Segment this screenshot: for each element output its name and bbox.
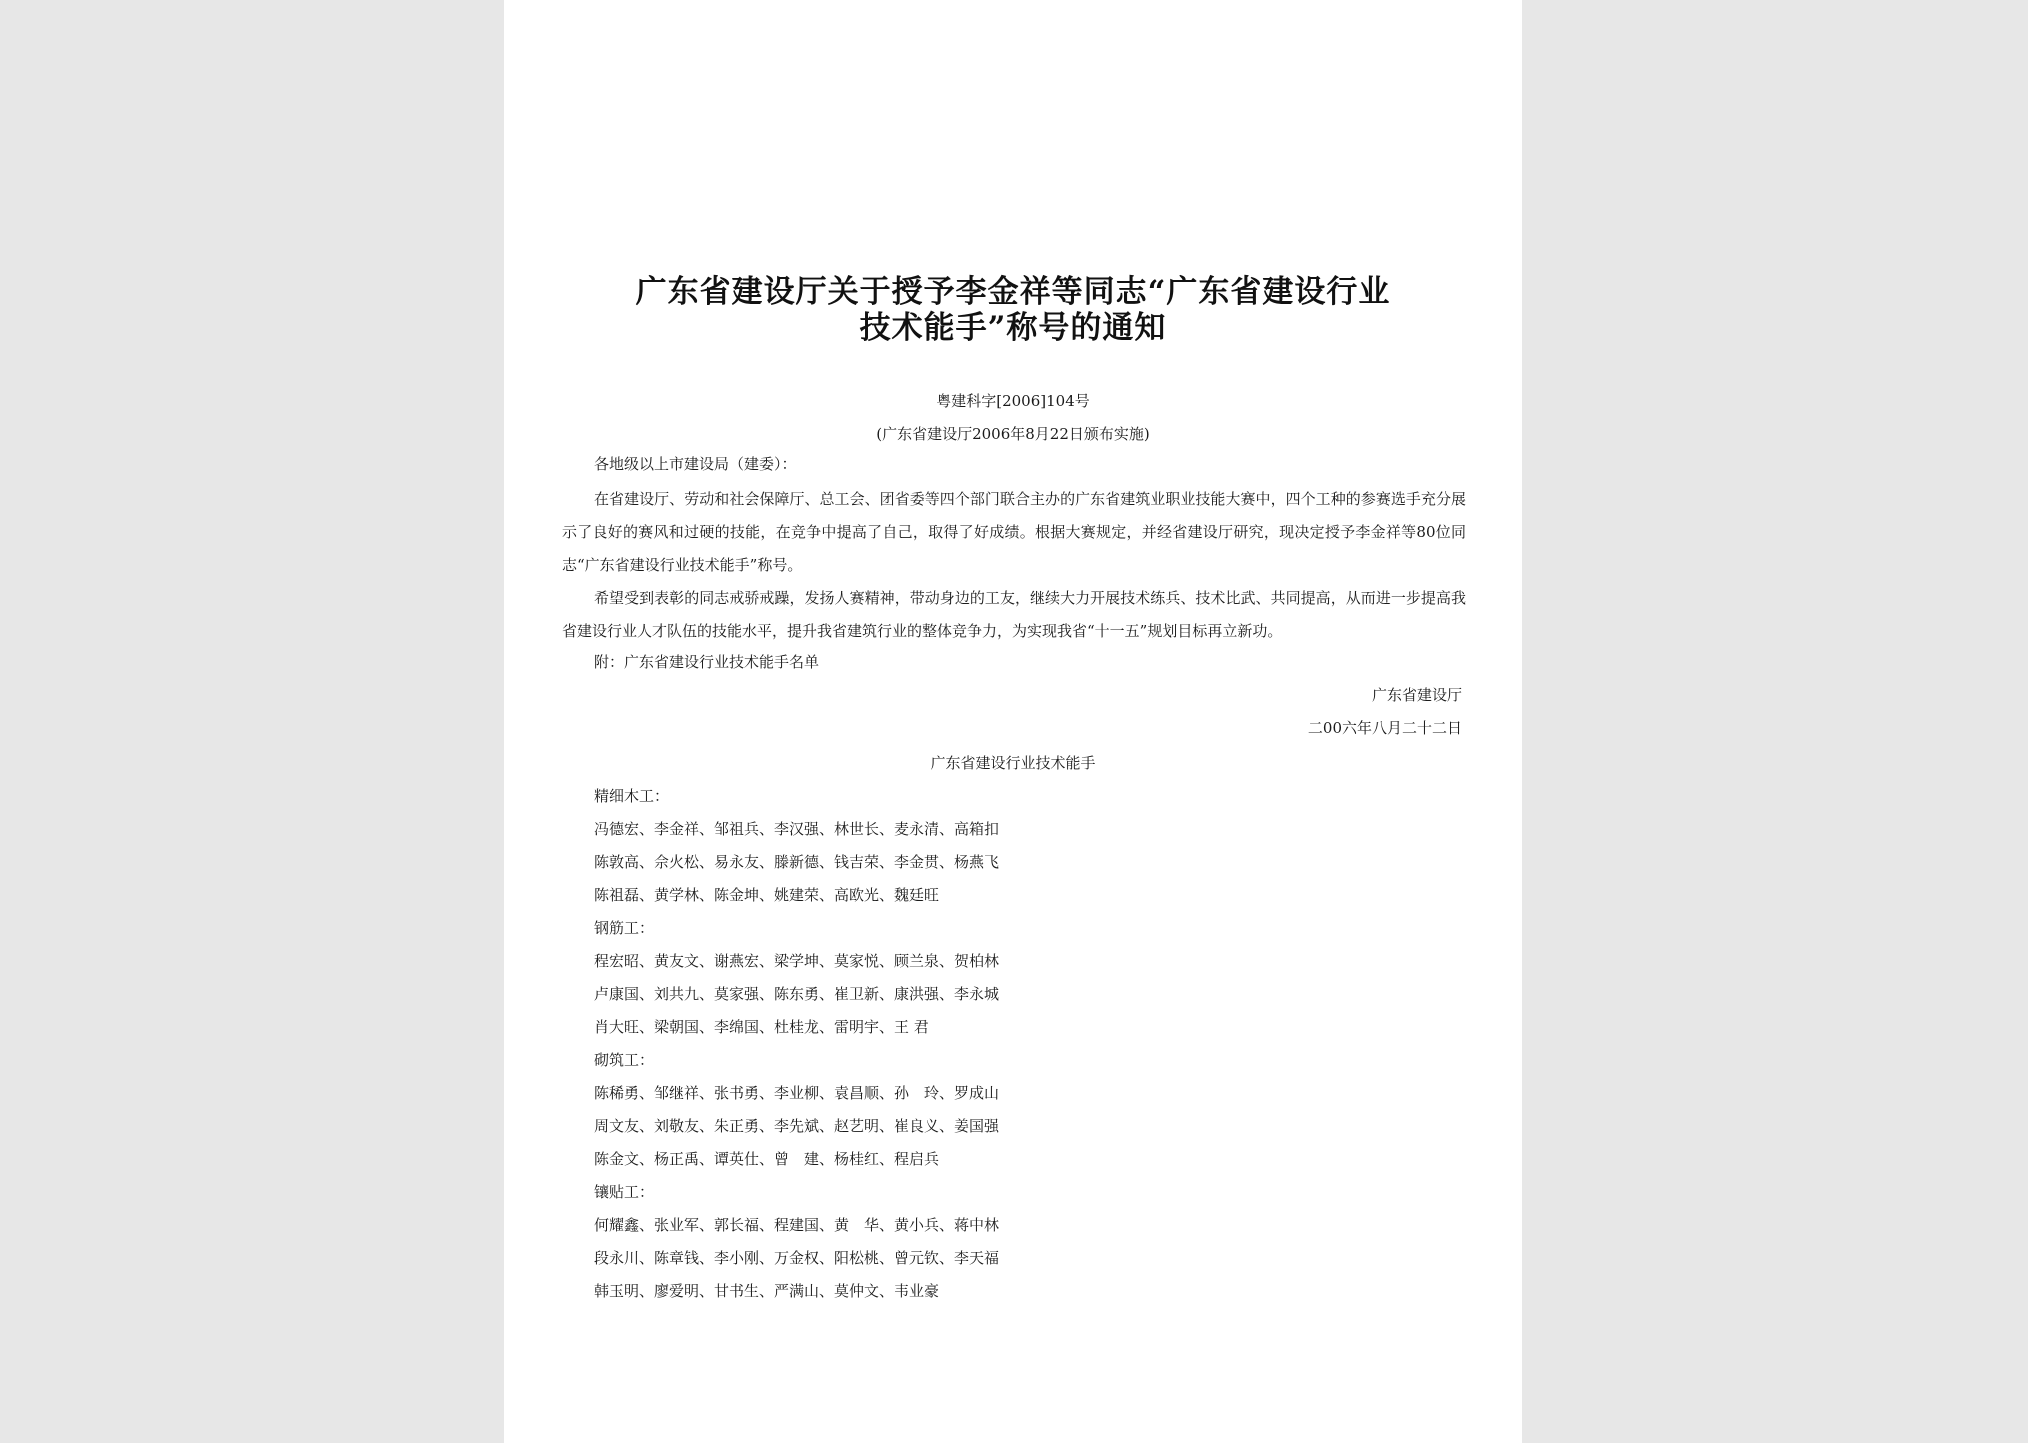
document-title-line-2: 技术能手”称号的通知 bbox=[859, 310, 1167, 346]
roster-row: 肖大旺、梁朝国、李绵国、杜桂龙、雷明宇、王 君 bbox=[594, 1018, 929, 1036]
roster-category-heading: 砌筑工： bbox=[594, 1051, 655, 1069]
body-paragraph-1: 在省建设厅、劳动和社会保障厅、总工会、团省委等四个部门联合主办的广东省建筑业职业技能大赛中，四个工种的参赛选手充分展示了良好的赛风和过硬的技能，在竞争中提高了自己，取得了好成绩。根据大赛规定，并经省建设厅研究，现决定授予李金祥等80位同志“广东省建设行业技术能手”称号。 bbox=[562, 490, 1466, 574]
salutation: 各地级以上市建设局（建委）： bbox=[594, 455, 797, 473]
roster-row: 卢康国、刘共九、莫家强、陈东勇、崔卫新、康洪强、李永城 bbox=[594, 985, 1000, 1003]
roster-row: 冯德宏、李金祥、邹祖兵、李汉强、林世长、麦永清、高箱扣 bbox=[594, 820, 1000, 838]
signature-date: 二00六年八月二十二日 bbox=[1307, 719, 1462, 737]
roster-row: 程宏昭、黄友文、谢燕宏、梁学坤、莫家悦、顾兰泉、贺柏林 bbox=[594, 952, 1000, 970]
document-number: 粤建科字[2006]104号 bbox=[936, 392, 1090, 410]
roster-category-heading: 钢筋工： bbox=[594, 919, 655, 937]
roster-row: 陈稀勇、邹继祥、张书勇、李业柳、袁昌顺、孙 玲、罗成山 bbox=[594, 1084, 1000, 1102]
roster-row: 周文友、刘敬友、朱正勇、李先斌、赵艺明、崔良义、姜国强 bbox=[594, 1117, 1000, 1135]
attachment-note: 附：广东省建设行业技术能手名单 bbox=[594, 653, 820, 671]
body-paragraph-2: 希望受到表彰的同志戒骄戒躁，发扬人赛精神，带动身边的工友，继续大力开展技术练兵、技术比武、共同提高，从而进一步提高我省建设行业人才队伍的技能水平，提升我省建筑行业的整体竞争力，为实现我省“十一五”规划目标再立新功。 bbox=[562, 589, 1466, 640]
signature-organization: 广东省建设厅 bbox=[1371, 686, 1462, 704]
roster-row: 陈祖磊、黄学林、陈金坤、姚建荣、高欧光、魏廷旺 bbox=[594, 886, 940, 904]
roster-row: 何耀鑫、张业军、郭长福、程建国、黄 华、黄小兵、蒋中林 bbox=[594, 1216, 1000, 1234]
roster-list bbox=[594, 780, 999, 1308]
roster-category-heading: 镶贴工： bbox=[594, 1183, 655, 1201]
roster-row: 段永川、陈章钱、李小刚、万金权、阳松桃、曾元钦、李天福 bbox=[594, 1249, 1000, 1267]
roster-row: 韩玉明、廖爱明、甘书生、严满山、莫仲文、韦业豪 bbox=[594, 1282, 940, 1300]
roster-row: 陈敦高、佘火松、易永友、滕新德、钱吉荣、李金贯、杨燕飞 bbox=[594, 853, 1000, 871]
document-page bbox=[504, 0, 1522, 1443]
document-title-line-1: 广东省建设厅关于授予李金祥等同志“广东省建设行业 bbox=[635, 274, 1391, 310]
roster-row: 陈金文、杨正禹、谭英仕、曾 建、杨桂红、程启兵 bbox=[594, 1150, 940, 1168]
issue-note: (广东省建设厅2006年8月22日颁布实施) bbox=[876, 425, 1150, 443]
roster-category-heading: 精细木工： bbox=[594, 787, 670, 805]
roster-title: 广东省建设行业技术能手 bbox=[930, 754, 1096, 772]
